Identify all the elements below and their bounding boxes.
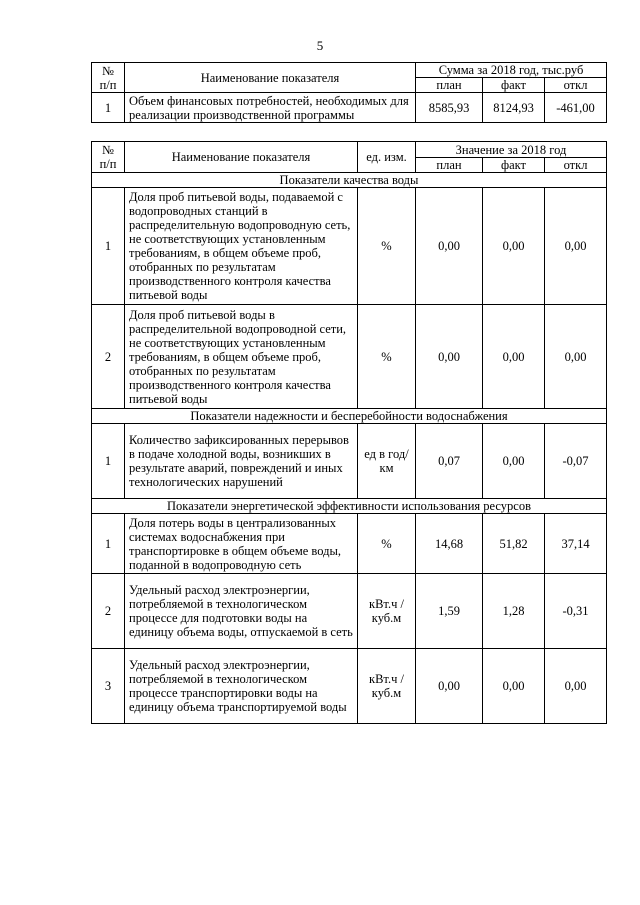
row-name: Удельный расход электроэнергии, потребляемой в технологическом процессе транспортировки воды на единицу объема транспортируемой воды <box>125 649 358 724</box>
row-plan: 0,07 <box>416 424 483 499</box>
row-otkl: -461,00 <box>545 93 607 123</box>
row-otkl: 0,00 <box>545 305 607 409</box>
header-num: № п/п <box>92 142 125 173</box>
row-unit: % <box>358 514 416 574</box>
financial-needs-table <box>91 62 607 123</box>
section-title-reliability: Показатели надежности и бесперебойности водоснабжения <box>92 409 607 424</box>
header-num: № п/п <box>92 63 125 93</box>
row-name: Количество зафиксированных перерывов в подаче холодной воды, возникших в результате аварий, повреждений и иных технологических нарушений <box>125 424 358 499</box>
row-num: 3 <box>92 649 125 724</box>
row-plan: 0,00 <box>416 305 483 409</box>
row-plan: 14,68 <box>416 514 483 574</box>
header-name: Наименование показателя <box>125 142 358 173</box>
row-name: Доля проб питьевой воды в распределительной водопроводной сети, не соответствующих установленным требованиям, в общем объеме проб, отобранных по результатам производственного контроля качества питьевой воды <box>125 305 358 409</box>
row-fact: 1,28 <box>483 574 545 649</box>
row-fact: 51,82 <box>483 514 545 574</box>
row-fact: 0,00 <box>483 305 545 409</box>
header-otkl: откл <box>545 158 607 173</box>
row-plan: 0,00 <box>416 188 483 305</box>
row-num: 2 <box>92 574 125 649</box>
row-name: Доля потерь воды в централизованных системах водоснабжения при транспортировке в общем объеме воды, поданной в водопроводную сеть <box>125 514 358 574</box>
row-num: 2 <box>92 305 125 409</box>
row-num: 1 <box>92 424 125 499</box>
row-plan: 0,00 <box>416 649 483 724</box>
section-title-energy: Показатели энергетической эффективности использования ресурсов <box>92 499 607 514</box>
page-number: 5 <box>316 38 324 53</box>
row-unit: кВт.ч / куб.м <box>358 574 416 649</box>
row-otkl: 0,00 <box>545 188 607 305</box>
indicators-table <box>91 141 607 724</box>
header-fact: факт <box>483 158 545 173</box>
row-name: Объем финансовых потребностей, необходимых для реализации производственной программы <box>125 93 416 123</box>
row-num: 1 <box>92 188 125 305</box>
header-name: Наименование показателя <box>125 63 416 93</box>
header-plan: план <box>416 78 483 93</box>
row-otkl: 0,00 <box>545 649 607 724</box>
header-unit: ед. изм. <box>358 142 416 173</box>
section-title-quality: Показатели качества воды <box>92 173 607 188</box>
row-fact: 0,00 <box>483 188 545 305</box>
row-unit: ед в год/ км <box>358 424 416 499</box>
row-plan: 1,59 <box>416 574 483 649</box>
row-otkl: 37,14 <box>545 514 607 574</box>
row-fact: 8124,93 <box>483 93 545 123</box>
row-otkl: -0,07 <box>545 424 607 499</box>
row-unit: % <box>358 305 416 409</box>
row-unit: % <box>358 188 416 305</box>
header-otkl: откл <box>545 78 607 93</box>
header-plan: план <box>416 158 483 173</box>
header-fact: факт <box>483 78 545 93</box>
row-name: Доля проб питьевой воды, подаваемой с водопроводных станций в распределительную водопроводную сеть, не соответствующих установленным требованиям, в общем объеме проб, отобранных по результатам производственного контроля качества питьевой воды <box>125 188 358 305</box>
row-num: 1 <box>92 514 125 574</box>
header-sum: Сумма за 2018 год, тыс.руб <box>416 63 607 78</box>
row-name: Удельный расход электроэнергии, потребляемой в технологическом процессе для подготовки воды на единицу объема воды, отпускаемой в сеть <box>125 574 358 649</box>
row-otkl: -0,31 <box>545 574 607 649</box>
row-num: 1 <box>92 93 125 123</box>
row-unit: кВт.ч / куб.м <box>358 649 416 724</box>
row-fact: 0,00 <box>483 424 545 499</box>
row-fact: 0,00 <box>483 649 545 724</box>
row-plan: 8585,93 <box>416 93 483 123</box>
header-value: Значение за 2018 год <box>416 142 607 158</box>
